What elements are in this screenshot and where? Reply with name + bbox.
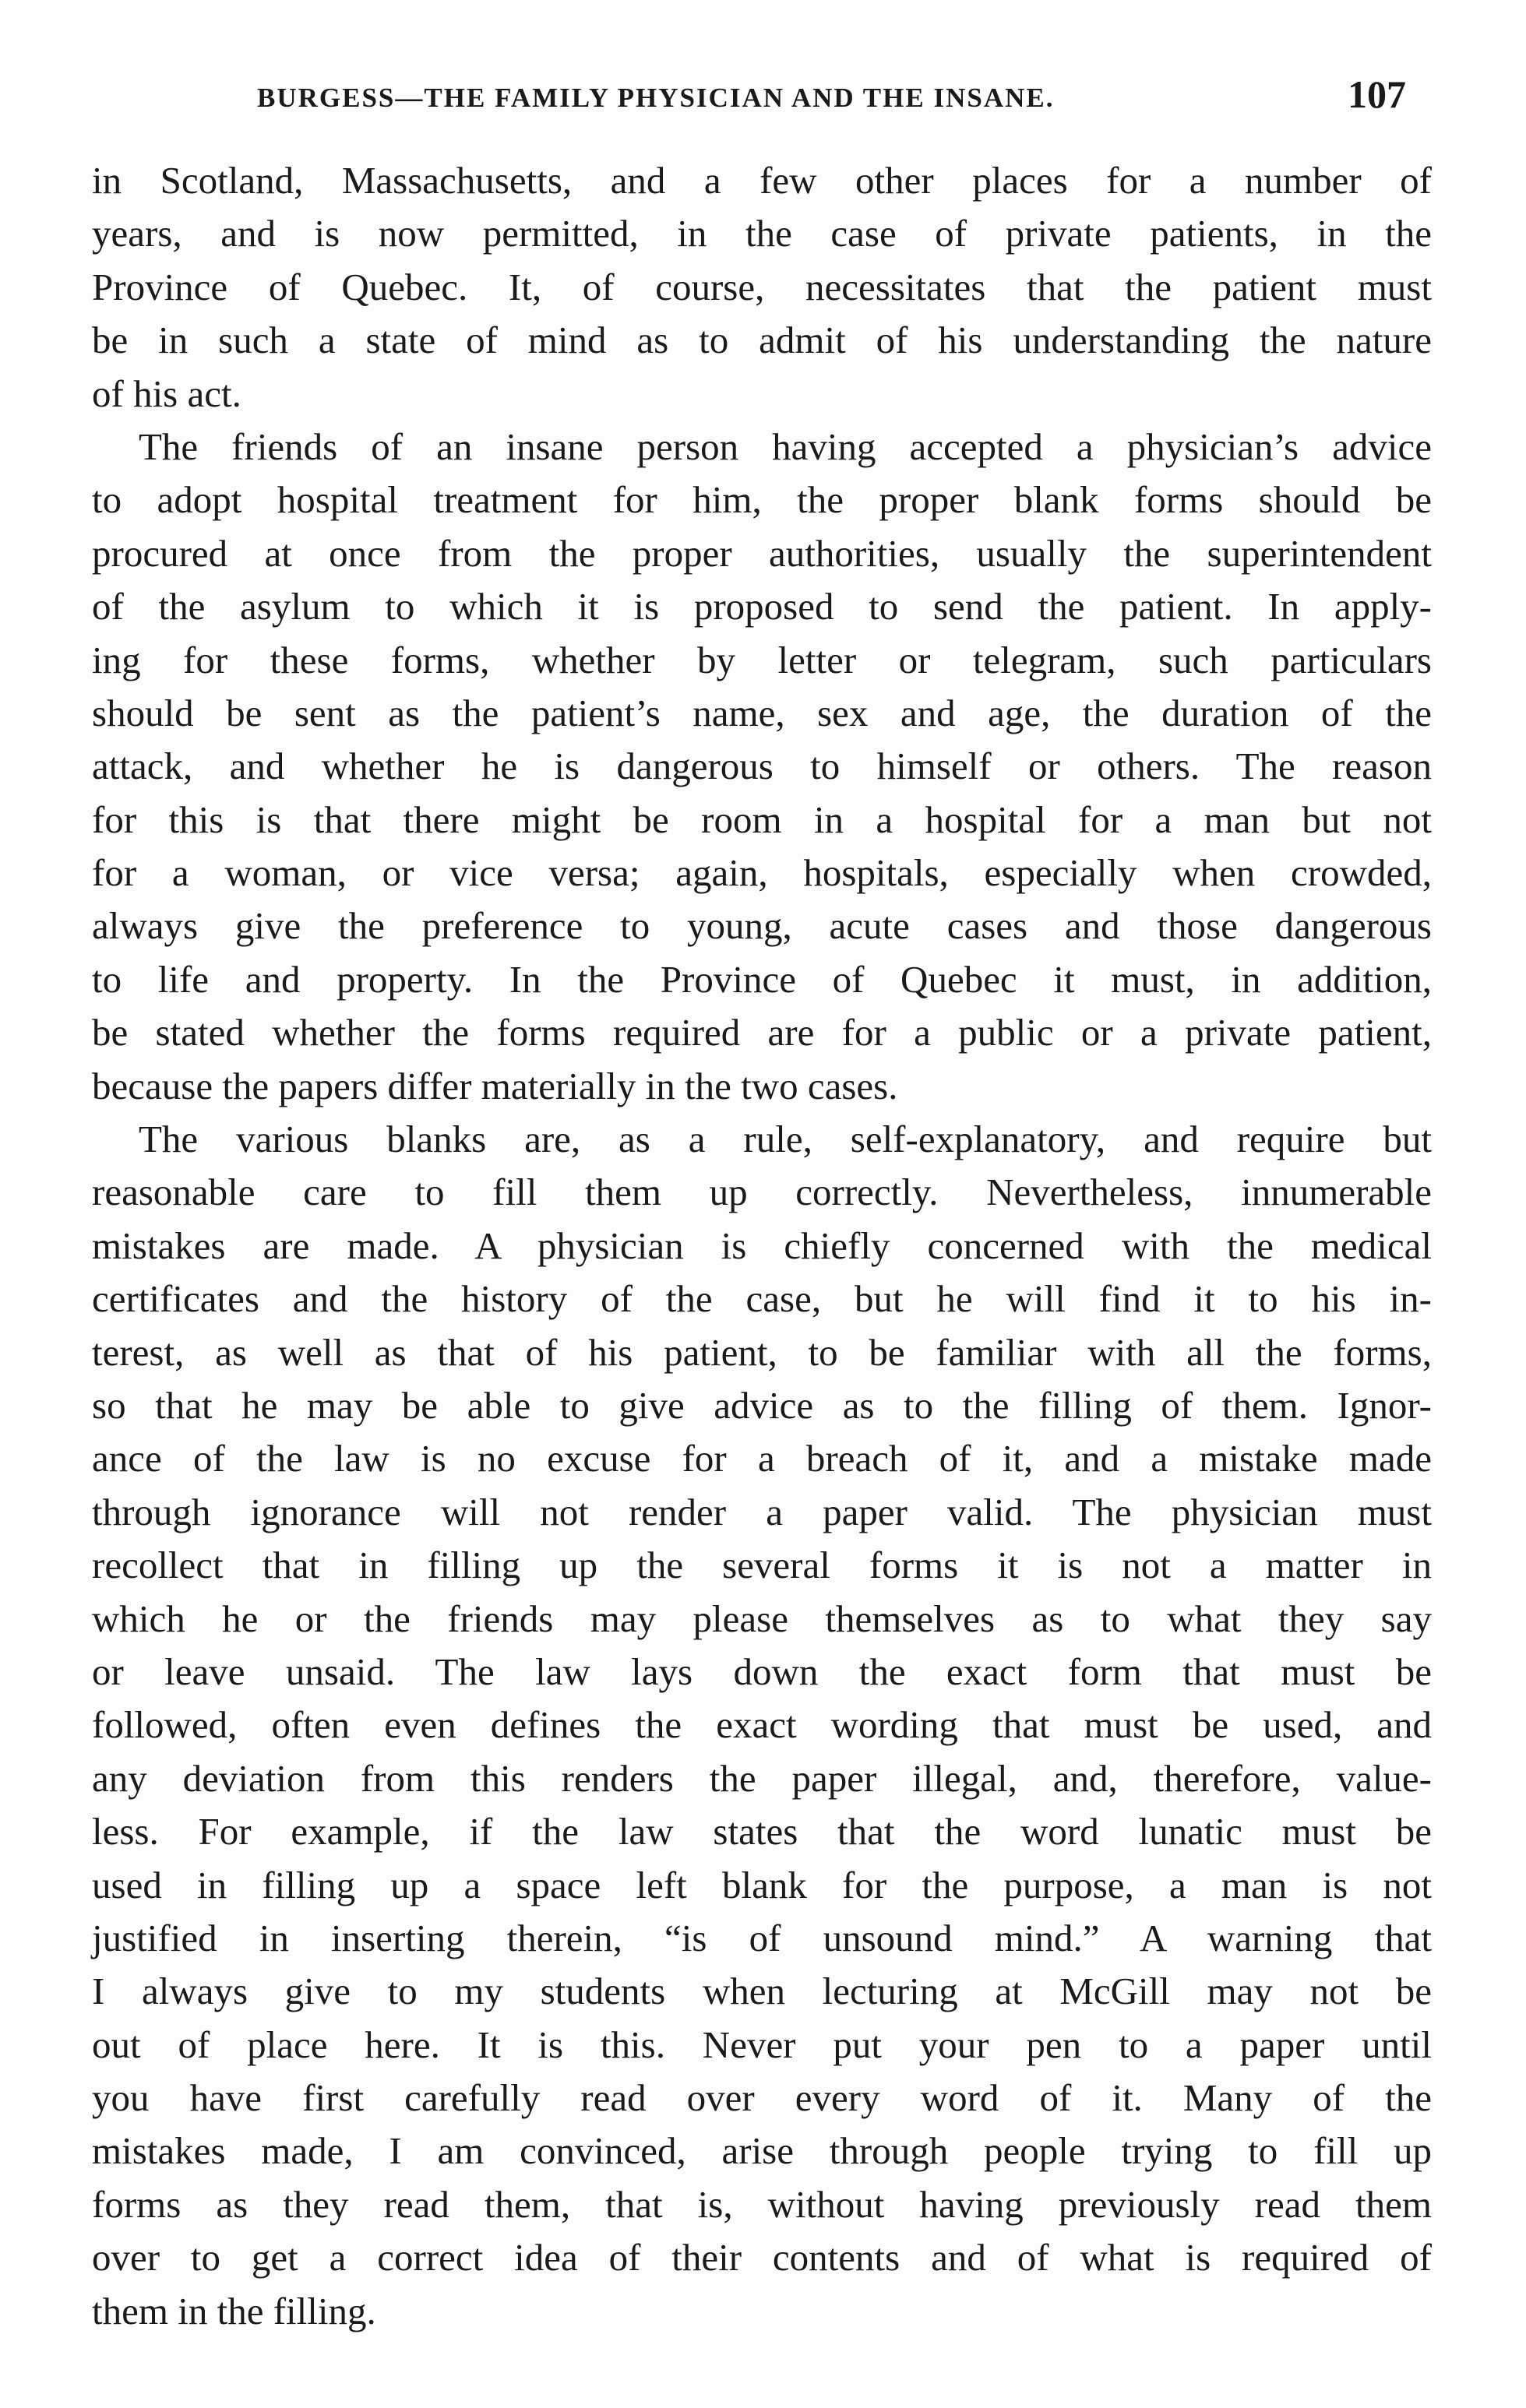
text-line: in Scotland, Massachusetts, and a few other places for a number of (92, 159, 1432, 202)
text-line: years, and is now permitted, in the case of private patients, in the (92, 212, 1432, 255)
text-line: be stated whether the forms required are for a public or a private patient, (92, 1011, 1432, 1054)
text-line: which he or the friends may please themselves as to what they say (92, 1597, 1432, 1640)
text-line: terest, as well as that of his patient, to be familiar with all the forms, (92, 1330, 1432, 1374)
text-line: recollect that in filling up the several forms it is not a matter in (92, 1544, 1432, 1587)
text-line: out of place here. It is this. Never put your pen to a paper until (92, 2023, 1432, 2066)
text-line: always give the preference to young, acute cases and those dangerous (92, 904, 1432, 948)
text-line: them in the filling. (92, 2289, 376, 2332)
text-line: certificates and the history of the case, but he will find it to his in- (92, 1277, 1432, 1321)
text-line: mistakes are made. A physician is chiefly concerned with the medical (92, 1223, 1432, 1267)
text-line: through ignorance will not render a paper valid. The physician must (92, 1490, 1432, 1533)
text-line: to adopt hospital treatment for him, the proper blank forms should be (92, 478, 1432, 522)
text-line: procured at once from the proper authorities, usually the superintendent (92, 531, 1432, 575)
text-line: for this is that there might be room in a hospital for a man but not (92, 797, 1432, 841)
text-line: of his act. (92, 371, 241, 415)
running-title: BURGESS—THE FAMILY PHYSICIAN AND THE INSANE. (257, 83, 1055, 113)
body-text (92, 154, 1432, 2338)
text-line: mistakes made, I am convinced, arise through people trying to fill up (92, 2129, 1432, 2173)
text-line: followed, often even defines the exact wording that must be used, and (92, 1703, 1432, 1747)
text-line: reasonable care to fill them up correctly. Nevertheless, innumerable (92, 1171, 1432, 1214)
text-line: of the asylum to which it is proposed to send the patient. In apply- (92, 585, 1432, 628)
page-number: 107 (1348, 72, 1406, 116)
text-line: less. For example, if the law states that the word lunatic must be (92, 1810, 1432, 1854)
text-line: The friends of an insane person having accepted a physician’s advice (139, 424, 1432, 468)
text-line: for a woman, or vice versa; again, hospitals, especially when crowded, (92, 851, 1432, 895)
text-line: ance of the law is no excuse for a breach of it, and a mistake made (92, 1437, 1432, 1480)
text-line: I always give to my students when lecturing at McGill may not be (92, 1970, 1432, 2013)
text-line: Province of Quebec. It, of course, necessitates that the patient must (92, 265, 1432, 308)
text-line: you have first carefully read over every word of it. Many of the (92, 2076, 1432, 2120)
text-line: because the papers differ materially in the two cases. (92, 1064, 898, 1107)
text-line: so that he may be able to give advice as to the filling of them. Ignor- (92, 1383, 1432, 1427)
text-line: or leave unsaid. The law lays down the exact form that must be (92, 1649, 1432, 1693)
text-line: should be sent as the patient’s name, sex and age, the duration of the (92, 691, 1432, 734)
text-line: over to get a correct idea of their contents and of what is required of (92, 2236, 1432, 2280)
text-line: justified in inserting therein, “is of unsound mind.” A warning that (92, 1916, 1432, 1959)
running-head (257, 72, 1472, 126)
text-line: forms as they read them, that is, without having previously read them (92, 2182, 1432, 2226)
text-line: used in filling up a space left blank for the purpose, a man is not (92, 1863, 1432, 1906)
text-line: any deviation from this renders the paper illegal, and, therefore, value- (92, 1756, 1432, 1800)
text-line: The various blanks are, as a rule, self-explanatory, and require but (139, 1118, 1432, 1161)
text-line: ing for these forms, whether by letter or telegram, such particulars (92, 638, 1432, 681)
text-line: attack, and whether he is dangerous to himself or others. The reason (92, 745, 1432, 788)
text-line: be in such a state of mind as to admit of his understanding the nature (92, 319, 1432, 362)
text-line: to life and property. In the Province of Quebec it must, in addition, (92, 957, 1432, 1001)
